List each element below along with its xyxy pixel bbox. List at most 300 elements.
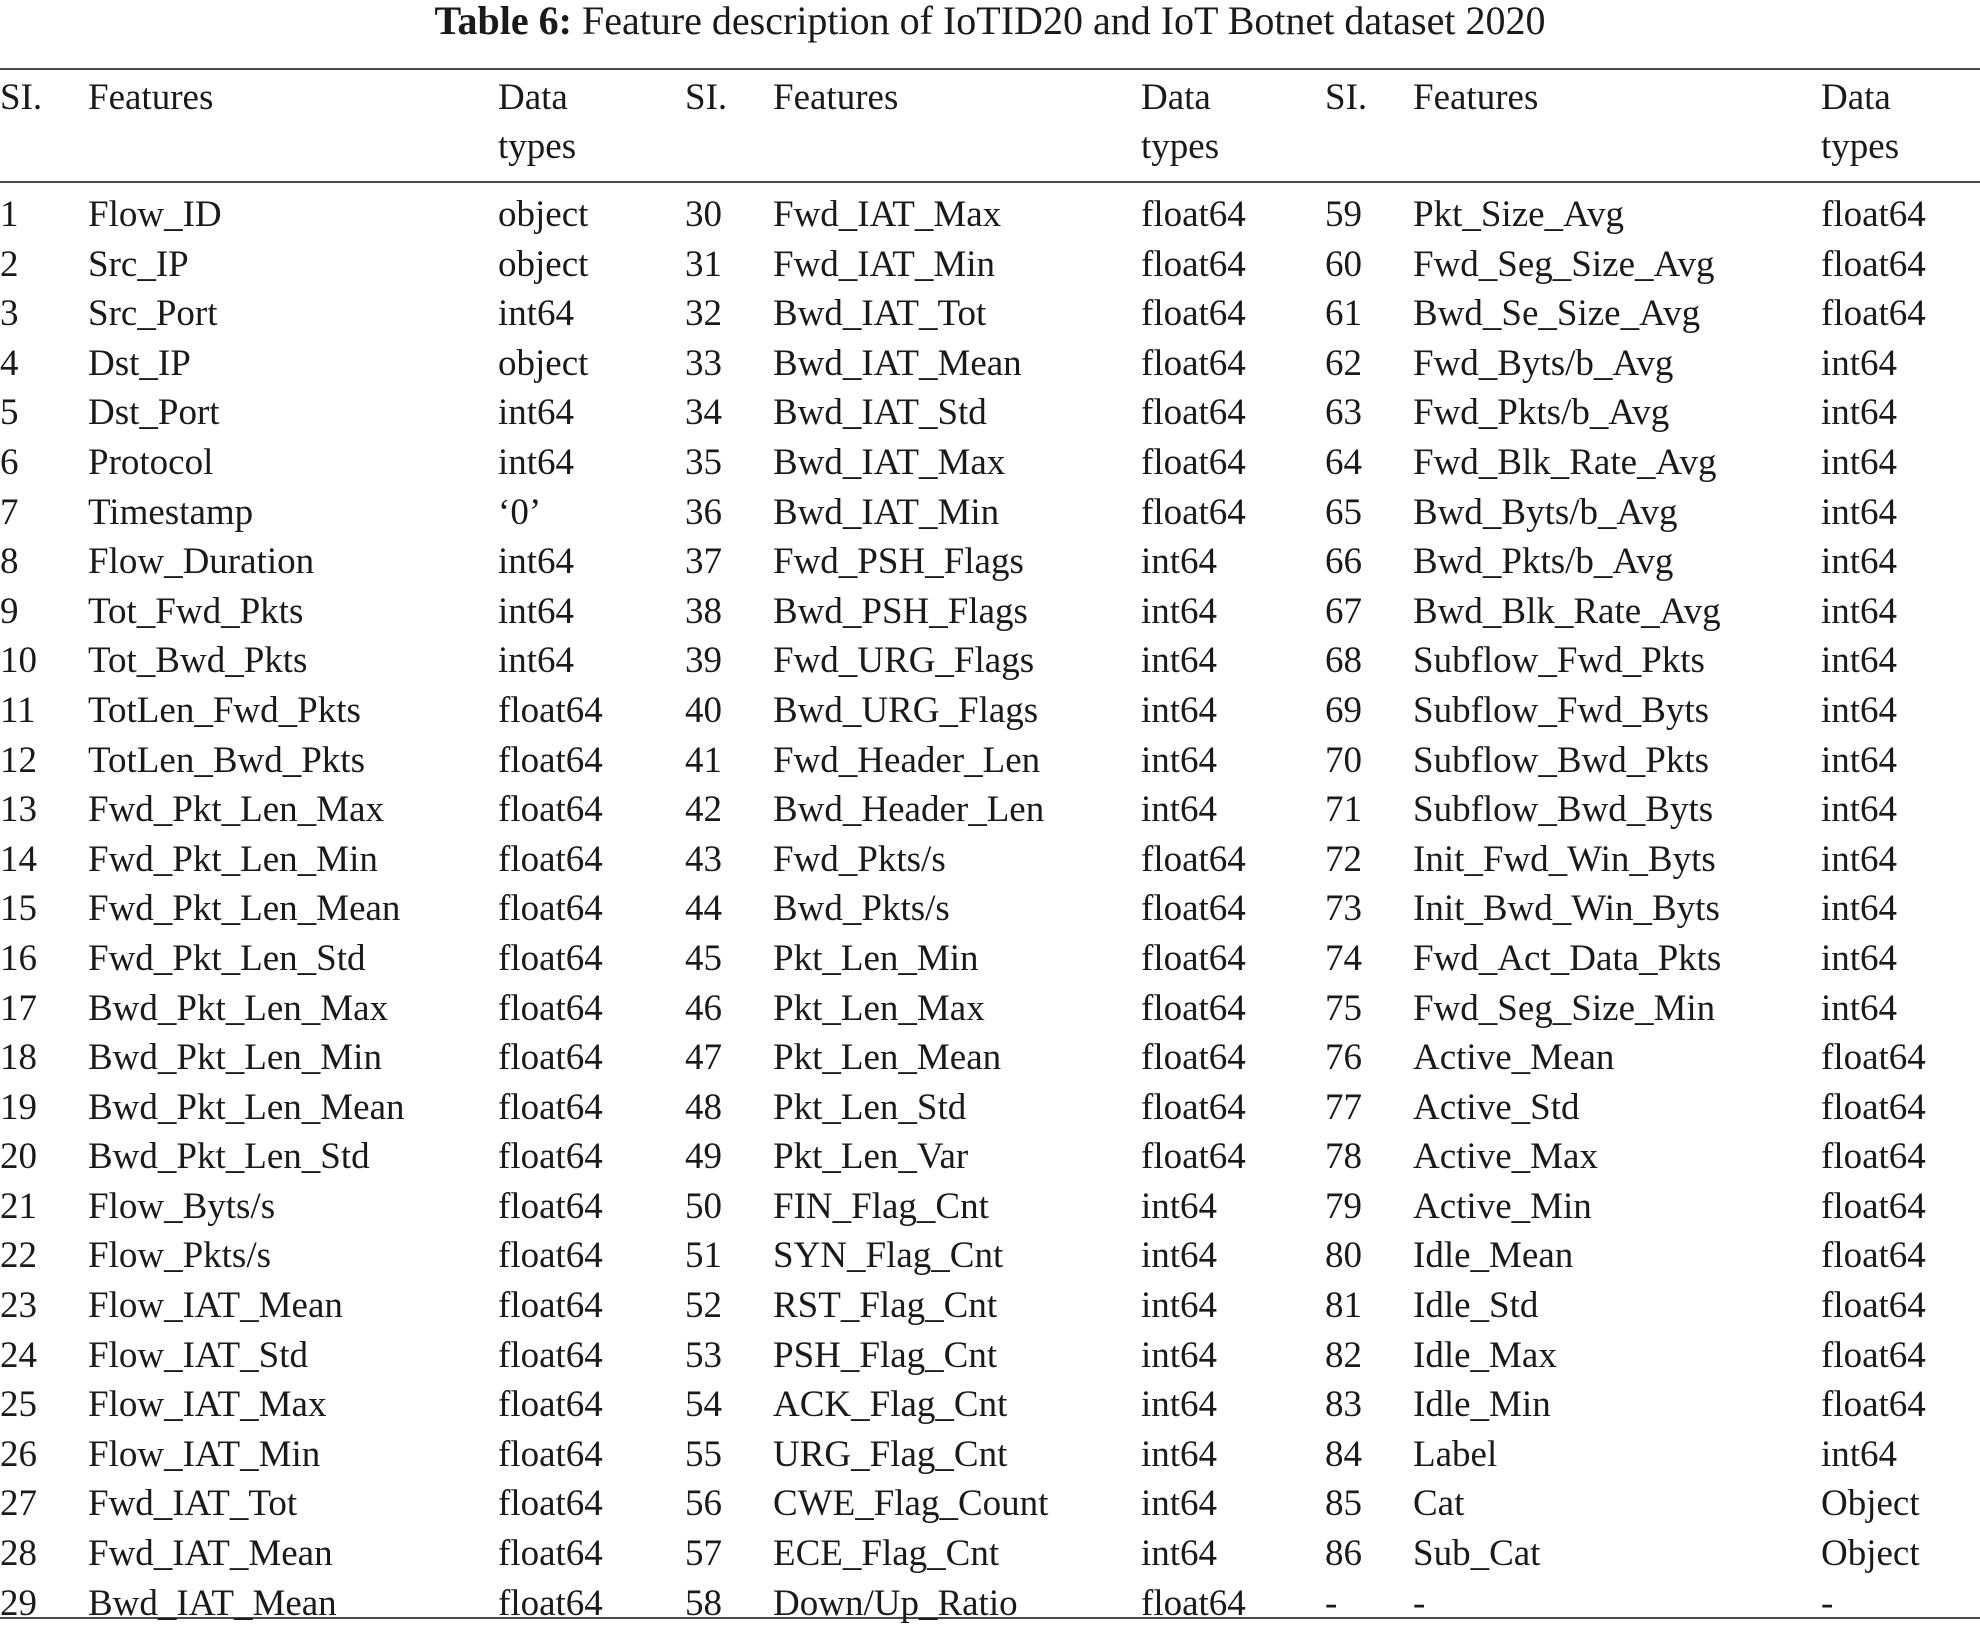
data-type-cell: int64: [1821, 441, 1898, 483]
feature-name-cell: Bwd_URG_Flags: [773, 689, 1039, 731]
table-row: [0, 1182, 1980, 1232]
feature-name-cell: Flow_Pkts/s: [88, 1235, 272, 1277]
table-row: [0, 537, 1980, 587]
data-type-cell: float64: [1821, 1136, 1926, 1178]
table-row: [0, 686, 1980, 736]
data-type-cell: float64: [498, 1185, 603, 1227]
sl-number-cell: 50: [685, 1185, 722, 1227]
table-row: [0, 289, 1980, 339]
data-types-header-line2: types: [1141, 125, 1220, 167]
sl-number-cell: 2: [0, 243, 19, 285]
data-type-cell: int64: [498, 441, 575, 483]
sl-number-cell: 34: [685, 392, 722, 434]
sl-number-cell: 83: [1325, 1384, 1362, 1426]
feature-name-cell: Subflow_Bwd_Pkts: [1413, 739, 1710, 781]
sl-number-cell: 66: [1325, 541, 1362, 583]
data-type-cell: object: [498, 342, 589, 384]
data-type-cell: float64: [1141, 293, 1246, 335]
data-type-cell: float64: [1141, 491, 1246, 533]
data-type-cell: float64: [1821, 194, 1926, 235]
feature-name-cell: Bwd_Pkt_Len_Max: [88, 987, 389, 1029]
data-type-cell: float64: [1141, 441, 1246, 483]
sl-number-cell: 24: [0, 1334, 37, 1376]
sl-number-cell: 36: [685, 491, 722, 533]
feature-name-cell: Label: [1413, 1433, 1498, 1475]
sl-number-cell: 84: [1325, 1433, 1362, 1475]
data-type-cell: -: [1821, 1582, 1834, 1624]
feature-name-cell: FIN_Flag_Cnt: [773, 1185, 989, 1227]
data-type-cell: float64: [1821, 1235, 1926, 1277]
sl-number-cell: 32: [685, 293, 722, 335]
feature-name-cell: Bwd_Blk_Rate_Avg: [1413, 590, 1721, 632]
data-types-header: Data: [1821, 77, 1891, 118]
sl-number-cell: 52: [685, 1285, 722, 1327]
data-type-cell: int64: [498, 541, 575, 583]
data-types-header-line2: types: [1821, 125, 1900, 167]
sl-number-cell: 22: [0, 1235, 37, 1277]
feature-name-cell: Sub_Cat: [1413, 1533, 1541, 1575]
data-type-cell: float64: [498, 1037, 603, 1079]
sl-header: SI.: [685, 77, 728, 118]
data-type-cell: float64: [1141, 1086, 1246, 1128]
feature-name-cell: Timestamp: [88, 491, 254, 533]
feature-name-cell: URG_Flag_Cnt: [773, 1433, 1008, 1475]
feature-name-cell: Fwd_Pkts/s: [773, 838, 946, 880]
feature-name-cell: PSH_Flag_Cnt: [773, 1334, 998, 1376]
feature-name-cell: Idle_Mean: [1413, 1235, 1574, 1277]
sl-number-cell: 63: [1325, 392, 1362, 434]
sl-number-cell: 31: [685, 243, 722, 285]
feature-name-cell: SYN_Flag_Cnt: [773, 1235, 1004, 1277]
data-type-cell: float64: [498, 838, 603, 880]
table-row: [0, 240, 1980, 290]
feature-name-cell: ECE_Flag_Cnt: [773, 1533, 1000, 1575]
table-row: [0, 934, 1980, 984]
data-type-cell: int64: [1141, 1533, 1218, 1575]
table-row: [0, 1083, 1980, 1133]
data-type-cell: float64: [1141, 342, 1246, 384]
feature-name-cell: TotLen_Bwd_Pkts: [88, 739, 365, 781]
feature-name-cell: Pkt_Len_Std: [773, 1086, 967, 1128]
feature-name-cell: Fwd_Header_Len: [773, 739, 1041, 781]
feature-name-cell: Fwd_Act_Data_Pkts: [1413, 937, 1722, 979]
table-caption-text: Feature description of IoTID20 and IoT Botnet dataset 2020: [581, 0, 1546, 43]
data-type-cell: float64: [1141, 987, 1246, 1029]
table-row: [0, 736, 1980, 786]
data-types-header: Data: [1141, 77, 1211, 118]
sl-header: SI.: [1325, 77, 1368, 118]
table-row: [0, 884, 1980, 934]
data-type-cell: int64: [1821, 491, 1898, 533]
data-type-cell: float64: [1821, 1334, 1926, 1376]
feature-name-cell: Subflow_Bwd_Byts: [1413, 789, 1714, 831]
sl-number-cell: -: [1325, 1582, 1338, 1624]
sl-number-cell: 79: [1325, 1185, 1362, 1227]
sl-number-cell: 74: [1325, 937, 1362, 979]
feature-name-cell: Src_Port: [88, 293, 218, 335]
data-type-cell: int64: [1821, 739, 1898, 781]
sl-number-cell: 25: [0, 1384, 37, 1426]
sl-number-cell: 38: [685, 590, 722, 632]
table-body: [0, 171, 1980, 1628]
sl-number-cell: 64: [1325, 441, 1362, 483]
data-type-cell: float64: [1141, 243, 1246, 285]
data-type-cell: float64: [498, 1384, 603, 1426]
table-row: [0, 785, 1980, 835]
sl-number-cell: 53: [685, 1334, 722, 1376]
feature-name-cell: Fwd_Blk_Rate_Avg: [1413, 441, 1717, 483]
table-row: [0, 1231, 1980, 1281]
feature-name-cell: Fwd_Pkt_Len_Min: [88, 838, 378, 880]
feature-name-cell: Bwd_IAT_Min: [773, 491, 1000, 533]
feature-name-cell: Bwd_Pkt_Len_Min: [88, 1037, 382, 1079]
sl-number-cell: 43: [685, 838, 722, 880]
feature-name-cell: Dst_Port: [88, 392, 220, 434]
data-type-cell: float64: [498, 937, 603, 979]
sl-number-cell: 10: [0, 640, 37, 682]
feature-name-cell: -: [1413, 1582, 1426, 1624]
feature-name-cell: Fwd_Byts/b_Avg: [1413, 342, 1674, 384]
feature-name-cell: Flow_IAT_Mean: [88, 1285, 343, 1327]
data-type-cell: int64: [1141, 1384, 1218, 1426]
feature-name-cell: Init_Fwd_Win_Byts: [1413, 838, 1716, 880]
feature-name-cell: Subflow_Fwd_Byts: [1413, 689, 1710, 731]
sl-number-cell: 76: [1325, 1037, 1362, 1079]
feature-name-cell: CWE_Flag_Count: [773, 1483, 1049, 1525]
sl-number-cell: 61: [1325, 293, 1362, 335]
data-type-cell: int64: [1821, 937, 1898, 979]
sl-number-cell: 49: [685, 1136, 722, 1178]
feature-name-cell: Tot_Bwd_Pkts: [88, 640, 308, 682]
feature-name-cell: Src_IP: [88, 243, 189, 285]
data-type-cell: float64: [498, 1334, 603, 1376]
sl-number-cell: 78: [1325, 1136, 1362, 1178]
data-type-cell: int64: [1141, 689, 1218, 731]
table-row: [0, 438, 1980, 488]
sl-number-cell: 8: [0, 541, 19, 583]
feature-name-cell: Flow_ID: [88, 194, 222, 235]
sl-number-cell: 27: [0, 1483, 37, 1525]
feature-name-cell: Active_Min: [1413, 1185, 1592, 1227]
data-type-cell: float64: [1821, 1086, 1926, 1128]
sl-number-cell: 86: [1325, 1533, 1362, 1575]
sl-number-cell: 42: [685, 789, 722, 831]
sl-number-cell: 69: [1325, 689, 1362, 731]
data-type-cell: float64: [1141, 1037, 1246, 1079]
data-type-cell: float64: [498, 689, 603, 731]
feature-name-cell: Bwd_Pkt_Len_Std: [88, 1136, 370, 1178]
data-type-cell: int64: [1821, 789, 1898, 831]
data-type-cell: int64: [1821, 342, 1898, 384]
data-type-cell: float64: [498, 739, 603, 781]
table-row: [0, 171, 1980, 240]
table-row: [0, 984, 1980, 1034]
sl-number-cell: 17: [0, 987, 37, 1029]
table-row: [0, 1281, 1980, 1331]
feature-name-cell: Fwd_Seg_Size_Min: [1413, 987, 1716, 1029]
data-type-cell: float64: [1821, 1037, 1926, 1079]
table-caption: [0, 0, 1980, 52]
data-type-cell: int64: [1141, 739, 1218, 781]
data-type-cell: int64: [498, 590, 575, 632]
feature-name-cell: Protocol: [88, 441, 214, 483]
sl-number-cell: 19: [0, 1086, 37, 1128]
feature-name-cell: Init_Bwd_Win_Byts: [1413, 888, 1720, 930]
feature-name-cell: Active_Mean: [1413, 1037, 1615, 1079]
feature-name-cell: Pkt_Len_Mean: [773, 1037, 1002, 1079]
data-type-cell: int64: [1141, 789, 1218, 831]
sl-number-cell: 71: [1325, 789, 1362, 831]
feature-name-cell: Fwd_IAT_Mean: [88, 1533, 333, 1575]
feature-name-cell: Bwd_Pkts/b_Avg: [1413, 541, 1674, 583]
sl-number-cell: 29: [0, 1582, 37, 1624]
sl-number-cell: 80: [1325, 1235, 1362, 1277]
sl-number-cell: 75: [1325, 987, 1362, 1029]
feature-name-cell: Pkt_Len_Min: [773, 937, 979, 979]
sl-number-cell: 41: [685, 739, 722, 781]
data-type-cell: int64: [1141, 541, 1218, 583]
sl-number-cell: 59: [1325, 194, 1362, 235]
table-row: [0, 1430, 1980, 1480]
feature-name-cell: Idle_Std: [1413, 1285, 1539, 1327]
sl-number-cell: 55: [685, 1433, 722, 1475]
feature-name-cell: Pkt_Len_Max: [773, 987, 985, 1029]
data-type-cell: float64: [1821, 1185, 1926, 1227]
table-row: [0, 388, 1980, 438]
table-row: [0, 835, 1980, 885]
data-type-cell: object: [498, 194, 589, 235]
data-type-cell: float64: [1821, 1384, 1926, 1426]
data-type-cell: int64: [1141, 1433, 1218, 1475]
sl-number-cell: 7: [0, 491, 19, 533]
sl-number-cell: 3: [0, 293, 19, 335]
data-type-cell: int64: [1821, 590, 1898, 632]
data-type-cell: int64: [498, 392, 575, 434]
data-type-cell: float64: [498, 1533, 603, 1575]
feature-name-cell: Down/Up_Ratio: [773, 1582, 1018, 1624]
sl-number-cell: 18: [0, 1037, 37, 1079]
data-type-cell: float64: [1141, 937, 1246, 979]
feature-name-cell: TotLen_Fwd_Pkts: [88, 689, 361, 731]
sl-number-cell: 44: [685, 888, 722, 930]
data-type-cell: float64: [1141, 194, 1246, 235]
feature-name-cell: Pkt_Size_Avg: [1413, 194, 1625, 235]
sl-number-cell: 4: [0, 342, 19, 384]
table-row: [0, 1479, 1980, 1529]
feature-name-cell: Subflow_Fwd_Pkts: [1413, 640, 1705, 682]
data-type-cell: float64: [498, 888, 603, 930]
data-type-cell: int64: [1821, 640, 1898, 682]
data-types-header: Data: [498, 77, 568, 118]
data-type-cell: Object: [1821, 1483, 1920, 1525]
sl-number-cell: 77: [1325, 1086, 1362, 1128]
feature-name-cell: Bwd_Pkts/s: [773, 888, 950, 930]
sl-number-cell: 56: [685, 1483, 722, 1525]
data-type-cell: float64: [498, 1433, 603, 1475]
data-type-cell: float64: [1821, 1285, 1926, 1327]
feature-name-cell: Fwd_Pkt_Len_Max: [88, 789, 384, 831]
feature-name-cell: Bwd_Header_Len: [773, 789, 1045, 831]
data-type-cell: float64: [498, 1582, 603, 1624]
table-row: [0, 488, 1980, 538]
table-row: [0, 339, 1980, 389]
sl-number-cell: 85: [1325, 1483, 1362, 1525]
sl-number-cell: 45: [685, 937, 722, 979]
sl-number-cell: 57: [685, 1533, 722, 1575]
feature-name-cell: Fwd_Pkts/b_Avg: [1413, 392, 1670, 434]
sl-number-cell: 12: [0, 739, 37, 781]
data-type-cell: int64: [1821, 838, 1898, 880]
sl-number-cell: 11: [0, 689, 36, 731]
sl-number-cell: 20: [0, 1136, 37, 1178]
feature-name-cell: Flow_IAT_Max: [88, 1384, 327, 1426]
data-type-cell: int64: [1821, 541, 1898, 583]
sl-number-cell: 33: [685, 342, 722, 384]
sl-number-cell: 23: [0, 1285, 37, 1327]
sl-number-cell: 9: [0, 590, 19, 632]
sl-number-cell: 16: [0, 937, 37, 979]
data-type-cell: ‘0’: [498, 491, 542, 533]
sl-number-cell: 73: [1325, 888, 1362, 930]
data-type-cell: float64: [1141, 1136, 1246, 1178]
feature-name-cell: Idle_Min: [1413, 1384, 1551, 1426]
data-type-cell: int64: [498, 640, 575, 682]
feature-name-cell: Idle_Max: [1413, 1334, 1557, 1376]
feature-name-cell: Fwd_IAT_Max: [773, 194, 1002, 235]
feature-name-cell: Bwd_IAT_Tot: [773, 293, 987, 335]
data-type-cell: float64: [498, 1285, 603, 1327]
sl-number-cell: 46: [685, 987, 722, 1029]
feature-name-cell: Flow_Byts/s: [88, 1185, 276, 1227]
feature-name-cell: Bwd_IAT_Std: [773, 392, 987, 434]
data-type-cell: float64: [1821, 243, 1926, 285]
sl-number-cell: 48: [685, 1086, 722, 1128]
sl-number-cell: 67: [1325, 590, 1362, 632]
sl-number-cell: 65: [1325, 491, 1362, 533]
feature-name-cell: Active_Std: [1413, 1086, 1580, 1128]
data-type-cell: Object: [1821, 1533, 1920, 1575]
sl-number-cell: 26: [0, 1433, 37, 1475]
sl-number-cell: 39: [685, 640, 722, 682]
data-type-cell: float64: [1821, 293, 1926, 335]
table-row: [0, 1033, 1980, 1083]
sl-number-cell: 72: [1325, 838, 1362, 880]
feature-name-cell: Bwd_IAT_Max: [773, 441, 1006, 483]
data-type-cell: int64: [1141, 1285, 1218, 1327]
feature-name-cell: Fwd_PSH_Flags: [773, 541, 1024, 583]
sl-number-cell: 37: [685, 541, 722, 583]
table-row: [0, 1331, 1980, 1381]
feature-name-cell: Tot_Fwd_Pkts: [88, 590, 304, 632]
top-rule: [0, 68, 1980, 70]
feature-name-cell: Fwd_IAT_Min: [773, 243, 996, 285]
data-type-cell: float64: [498, 1235, 603, 1277]
data-type-cell: int64: [1821, 888, 1898, 930]
header-row: [0, 74, 1980, 123]
feature-name-cell: ACK_Flag_Cnt: [773, 1384, 1008, 1426]
data-type-cell: float64: [498, 987, 603, 1029]
sl-number-cell: 54: [685, 1384, 722, 1426]
feature-name-cell: Bwd_Se_Size_Avg: [1413, 293, 1701, 335]
data-type-cell: int64: [1821, 392, 1898, 434]
sl-number-cell: 58: [685, 1582, 722, 1624]
data-type-cell: float64: [498, 1136, 603, 1178]
feature-name-cell: Pkt_Len_Var: [773, 1136, 969, 1178]
data-type-cell: float64: [1141, 838, 1246, 880]
feature-name-cell: Bwd_Pkt_Len_Mean: [88, 1086, 405, 1128]
data-type-cell: int64: [1141, 590, 1218, 632]
feature-name-cell: Flow_Duration: [88, 541, 315, 583]
sl-number-cell: 70: [1325, 739, 1362, 781]
sl-number-cell: 82: [1325, 1334, 1362, 1376]
data-type-cell: int64: [1141, 640, 1218, 682]
features-header: Features: [773, 77, 899, 118]
sl-number-cell: 51: [685, 1235, 722, 1277]
data-type-cell: object: [498, 243, 589, 285]
sl-number-cell: 62: [1325, 342, 1362, 384]
sl-number-cell: 5: [0, 392, 19, 434]
feature-name-cell: Bwd_IAT_Mean: [773, 342, 1022, 384]
table-row: [0, 1529, 1980, 1579]
features-header: Features: [88, 77, 214, 118]
feature-name-cell: Flow_IAT_Min: [88, 1433, 321, 1475]
feature-name-cell: RST_Flag_Cnt: [773, 1285, 998, 1327]
data-type-cell: int64: [1141, 1334, 1218, 1376]
table-row: [0, 1380, 1980, 1430]
feature-table: [0, 74, 1980, 1628]
data-type-cell: float64: [1141, 888, 1246, 930]
table-row: [0, 1132, 1980, 1182]
feature-name-cell: Flow_IAT_Std: [88, 1334, 308, 1376]
data-types-header-line2: types: [498, 125, 577, 167]
sl-header: SI.: [0, 77, 43, 118]
data-type-cell: int64: [1141, 1483, 1218, 1525]
sl-number-cell: 68: [1325, 640, 1362, 682]
sl-number-cell: 40: [685, 689, 722, 731]
data-type-cell: float64: [498, 789, 603, 831]
data-type-cell: float64: [498, 1086, 603, 1128]
table-row: [0, 636, 1980, 686]
feature-name-cell: Fwd_Pkt_Len_Std: [88, 937, 366, 979]
data-type-cell: float64: [1141, 1582, 1246, 1624]
feature-name-cell: Dst_IP: [88, 342, 191, 384]
data-type-cell: int64: [1821, 987, 1898, 1029]
sl-number-cell: 15: [0, 888, 37, 930]
table-row: [0, 587, 1980, 637]
sl-number-cell: 60: [1325, 243, 1362, 285]
sl-number-cell: 14: [0, 838, 37, 880]
feature-name-cell: Bwd_IAT_Mean: [88, 1582, 337, 1624]
table-label: Table 6:: [434, 0, 572, 43]
table-row: [0, 1579, 1980, 1628]
sl-number-cell: 35: [685, 441, 722, 483]
sl-number-cell: 1: [0, 194, 19, 235]
feature-name-cell: Fwd_IAT_Tot: [88, 1483, 298, 1525]
feature-name-cell: Bwd_Byts/b_Avg: [1413, 491, 1678, 533]
sl-number-cell: 13: [0, 789, 37, 831]
sl-number-cell: 6: [0, 441, 19, 483]
feature-name-cell: Fwd_Pkt_Len_Mean: [88, 888, 401, 930]
sl-number-cell: 28: [0, 1533, 37, 1575]
feature-name-cell: Cat: [1413, 1483, 1465, 1525]
data-type-cell: int64: [1821, 1433, 1898, 1475]
feature-name-cell: Bwd_PSH_Flags: [773, 590, 1028, 632]
feature-name-cell: Active_Max: [1413, 1136, 1598, 1178]
features-header: Features: [1413, 77, 1539, 118]
feature-name-cell: Fwd_Seg_Size_Avg: [1413, 243, 1715, 285]
data-type-cell: float64: [1141, 392, 1246, 434]
data-type-cell: int64: [1821, 689, 1898, 731]
